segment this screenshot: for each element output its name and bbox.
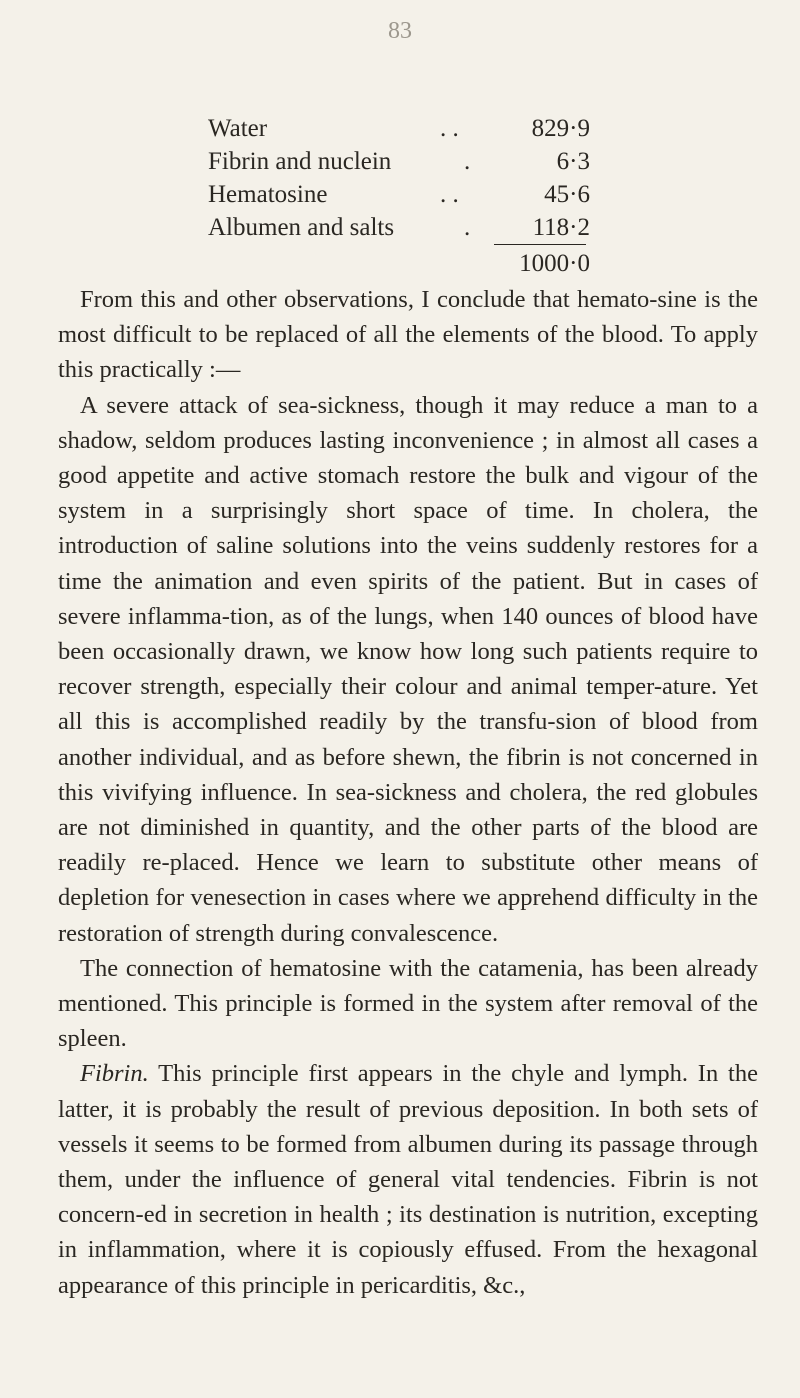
row-leader-dots: . (464, 214, 471, 241)
row-label: Hematosine (208, 181, 328, 208)
row-leader-dots: . (464, 148, 471, 175)
paragraph (58, 282, 758, 388)
row-leader-dots: . . (440, 115, 459, 142)
paragraph-text: This principle first appears in the chyle and lymph. In the latter, it is probably the result of previous deposition. In both sets of vessels it seems to be formed from albumen during its passage through them, under the influence of general vital tendencies. Fibrin is not concern-ed in secretion in health ; its destination is nutrition, excepting in inflammation, where it is copiously effused. From the hexagonal appearance of this principle in pericarditis, &c., (58, 1060, 758, 1299)
paragraph (58, 951, 758, 1057)
table-total-row (208, 244, 590, 284)
table-row (208, 211, 590, 244)
row-label: Albumen and salts (208, 214, 395, 241)
row-value: 829·9 (531, 115, 590, 142)
table-row (208, 178, 590, 211)
row-label: Fibrin and nuclein (208, 148, 392, 175)
paragraph-text: The connection of hematosine with the catamenia, has been already mentioned. This principle is formed in the system after removal of the spleen. (58, 954, 758, 1053)
row-leader-dots: . . (440, 181, 459, 208)
paragraph-text: A severe attack of sea-sickness, though it may reduce a man to a shadow, seldom produces lasting inconvenience ; in almost all cases a good appetite and active stomach restore the bulk and vigour of the system in a surprisingly short space of time. In cholera, the introduction of saline solutions into the veins suddenly restores for a time the animation and even spirits of the patient. But in cases of severe inflamma-tion, as of the lungs, when 140 ounces of blood have been occasionally drawn, we know how long such patients require to recover strength, especially their colour and animal temper-ature. Yet all this is accomplished readily by the transfu-sion of blood from another individual, and as before shewn, the fibrin is not concerned in this vivifying influence. In sea-sickness and cholera, the red globules are not diminished in quantity, and the other parts of the blood are readily re-placed. Hence we learn to substitute other means of depletion for venesection in cases where we apprehend difficulty in the restoration of strength during convalescence. (58, 391, 758, 947)
composition-table (208, 112, 590, 284)
row-value: 6·3 (556, 148, 590, 175)
paragraph (58, 1056, 758, 1302)
page-number: 83 (388, 18, 412, 44)
table-row (208, 145, 590, 178)
row-label: Water (208, 115, 268, 142)
body-text (58, 282, 758, 1303)
total-value: 1000·0 (519, 250, 590, 277)
table-row (208, 112, 590, 145)
row-value: 45·6 (544, 181, 590, 208)
paragraph (58, 388, 758, 951)
row-value: 118·2 (532, 214, 590, 241)
section-lead: Fibrin. (80, 1060, 149, 1088)
paragraph-text: From this and other observations, I conclude that hemato-sine is the most difficult to be replaced of all the elements of the blood. To apply this practically :— (58, 286, 758, 384)
